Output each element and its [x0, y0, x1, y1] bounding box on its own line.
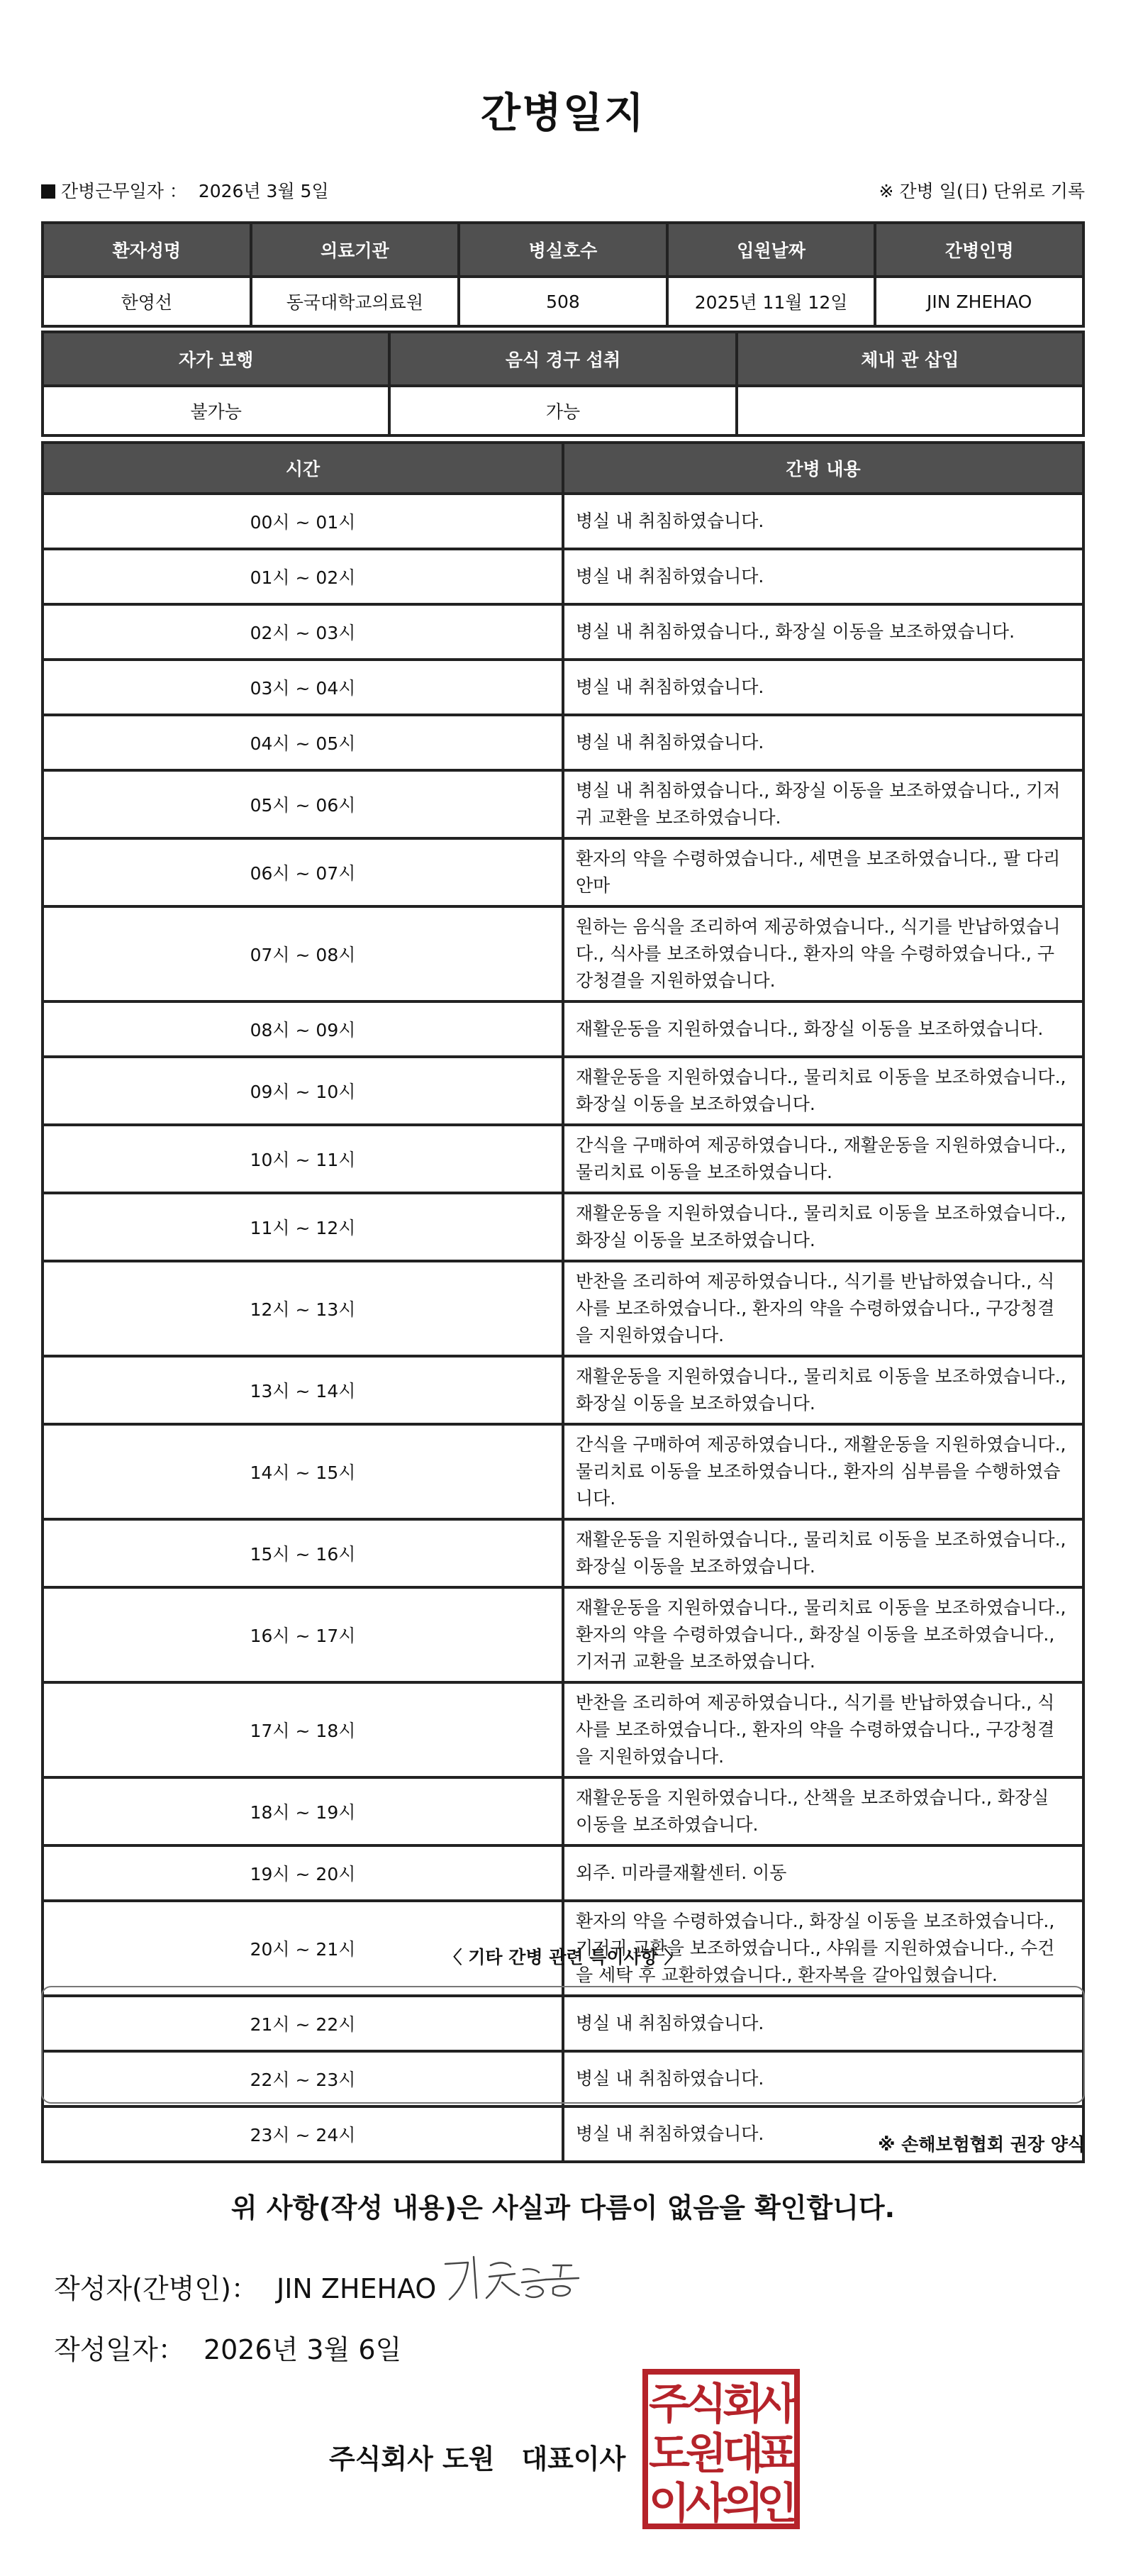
log-content: 병실 내 취침하였습니다., 화장실 이동을 보조하였습니다.: [563, 604, 1083, 660]
log-content: 재활운동을 지원하였습니다., 물리치료 이동을 보조하였습니다., 화장실 이동을 보조하였습니다.: [563, 1193, 1083, 1261]
header-cell: 병실호수: [459, 223, 667, 277]
log-time: 02시 ~ 03시: [43, 604, 563, 660]
log-time: 22시 ~ 23시: [43, 2051, 563, 2106]
admission-date: 2025년 11월 12일: [667, 277, 876, 326]
table-row: [43, 277, 1083, 326]
recommendation-note: ※ 손해보험협회 권장 양식: [878, 2134, 1085, 2155]
log-time: 17시 ~ 18시: [43, 1682, 563, 1777]
table-header-row: [43, 332, 1083, 386]
log-content: 반찬을 조리하여 제공하였습니다., 식기를 반납하였습니다., 식사를 보조하였습니다., 환자의 약을 수령하였습니다., 구강청결을 지원하였습니다.: [563, 1682, 1083, 1777]
header-cell: 음식 경구 섭취: [389, 332, 736, 386]
notes-title: 〈 기타 간병 관련 특이사항 〉: [444, 1947, 682, 1967]
log-content: 환자의 약을 수령하였습니다., 화장실 이동을 보조하였습니다., 기저귀 교환을 보조하였습니다., 샤워를 지원하였습니다., 수건을 세탁 후 교환하였습니다., 환자복을 갈아입혔습니다.: [563, 1901, 1083, 1996]
writer-label: 작성자(간병인)：: [54, 2273, 258, 2304]
table-row: [43, 770, 1083, 838]
log-content: 병실 내 취침하였습니다.: [563, 494, 1083, 549]
square-bullet-icon: [41, 184, 55, 199]
table-header-row: [43, 223, 1083, 277]
work-date-label: 간병근무일자 ：: [61, 181, 187, 201]
log-content: 재활운동을 지원하였습니다., 물리치료 이동을 보조하였습니다., 환자의 약을 수령하였습니다., 화장실 이동을 보조하였습니다., 기저귀 교환을 보조하였습니다.: [563, 1587, 1083, 1682]
log-time: 19시 ~ 20시: [43, 1845, 563, 1901]
log-content: 병실 내 취침하였습니다.: [563, 2106, 1083, 2162]
confirmation-statement: 위 사항(작성 내용)은 사실과 다름이 없음을 확인합니다.: [230, 2192, 896, 2224]
patient-status-table: [41, 331, 1085, 437]
care-log-table: [41, 441, 1085, 2163]
seal-char: 인: [757, 2479, 798, 2528]
tube-status: [737, 386, 1083, 435]
header-cell: 자가 보행: [43, 332, 389, 386]
table-row: [43, 1777, 1083, 1845]
seal-char: 사: [757, 2380, 798, 2429]
log-content: 재활운동을 지원하였습니다., 화장실 이동을 보조하였습니다.: [563, 1001, 1083, 1057]
log-time: 04시 ~ 05시: [43, 715, 563, 770]
table-row: [43, 1424, 1083, 1519]
log-time: 07시 ~ 08시: [43, 906, 563, 1001]
work-date-line: [41, 177, 329, 203]
write-date-line: [54, 2328, 401, 2367]
table-row: [43, 1845, 1083, 1901]
seal-char: 원: [686, 2429, 727, 2479]
table-row: [43, 1193, 1083, 1261]
hospital-name: 동국대학교의료원: [251, 277, 459, 326]
seal-char: 표: [757, 2429, 798, 2479]
table-row: [43, 1001, 1083, 1057]
room-number: 508: [459, 277, 667, 326]
caregiver-name: JIN ZHEHAO: [875, 277, 1083, 326]
writer-name: JIN ZHEHAO: [277, 2273, 437, 2304]
seal-char: 식: [686, 2380, 727, 2429]
log-content: 환자의 약을 수령하였습니다., 세면을 보조하였습니다., 팔 다리안마: [563, 838, 1083, 906]
log-time: 23시 ~ 24시: [43, 2106, 563, 2162]
log-content: 재활운동을 지원하였습니다., 물리치료 이동을 보조하였습니다., 화장실 이동을 보조하였습니다.: [563, 1519, 1083, 1587]
log-time: 05시 ~ 06시: [43, 770, 563, 838]
log-time: 00시 ~ 01시: [43, 494, 563, 549]
log-content: 재활운동을 지원하였습니다., 물리치료 이동을 보조하였습니다., 화장실 이동을 보조하였습니다.: [563, 1356, 1083, 1424]
seal-char: 대: [723, 2429, 764, 2479]
table-row: [43, 1057, 1083, 1125]
log-time: 15시 ~ 16시: [43, 1519, 563, 1587]
table-row: [43, 1587, 1083, 1682]
log-content: 병실 내 취침하였습니다.: [563, 660, 1083, 715]
table-row: [43, 494, 1083, 549]
log-time: 01시 ~ 02시: [43, 549, 563, 604]
log-content: 병실 내 취침하였습니다.: [563, 549, 1083, 604]
log-time: 16시 ~ 17시: [43, 1587, 563, 1682]
log-time: 18시 ~ 19시: [43, 1777, 563, 1845]
header-cell: 체내 관 삽입: [737, 332, 1083, 386]
log-content: 간식을 구매하여 제공하였습니다., 재활운동을 지원하였습니다., 물리치료 이동을 보조하였습니다.: [563, 1125, 1083, 1193]
log-content: 원하는 음식을 조리하여 제공하였습니다., 식기를 반납하였습니다., 식사를 보조하였습니다., 환자의 약을 수령하였습니다., 구강청결을 지원하였습니다.: [563, 906, 1083, 1001]
header-cell: 환자성명: [43, 223, 251, 277]
log-time: 03시 ~ 04시: [43, 660, 563, 715]
log-time: 08시 ~ 09시: [43, 1001, 563, 1057]
log-time: 12시 ~ 13시: [43, 1261, 563, 1356]
log-time: 09시 ~ 10시: [43, 1057, 563, 1125]
table-row: [43, 549, 1083, 604]
log-time: 21시 ~ 22시: [43, 1996, 563, 2051]
table-row: [43, 386, 1083, 435]
write-date-value: 2026년 3월 6일: [203, 2334, 402, 2365]
seal-char: 회: [723, 2380, 764, 2429]
log-content: 재활운동을 지원하였습니다., 산책을 보조하였습니다., 화장실 이동을 보조하였습니다.: [563, 1777, 1083, 1845]
seal-char: 주: [649, 2380, 690, 2429]
table-row: [43, 1519, 1083, 1587]
log-content: 병실 내 취침하였습니다.: [563, 1996, 1083, 2051]
table-row: [43, 604, 1083, 660]
log-time: 11시 ~ 12시: [43, 1193, 563, 1261]
seal-char: 사: [686, 2479, 727, 2528]
walking-status: 불가능: [43, 386, 389, 435]
work-date-value: 2026년 3월 5일: [198, 181, 329, 201]
writer-line: [54, 2267, 436, 2306]
log-content: 반찬을 조리하여 제공하였습니다., 식기를 반납하였습니다., 식사를 보조하였습니다., 환자의 약을 수령하였습니다., 구강청결을 지원하였습니다.: [563, 1261, 1083, 1356]
table-row: [43, 715, 1083, 770]
page-title: 간병일지: [480, 89, 646, 137]
log-time: 14시 ~ 15시: [43, 1424, 563, 1519]
header-time: 시간: [43, 443, 563, 494]
log-content: 병실 내 취침하였습니다., 화장실 이동을 보조하였습니다., 기저귀 교환을 보조하였습니다.: [563, 770, 1083, 838]
log-time: 10시 ~ 11시: [43, 1125, 563, 1193]
header-cell: 간병인명: [875, 223, 1083, 277]
company-seal-stamp: [641, 2367, 801, 2531]
log-content: 병실 내 취침하였습니다.: [563, 2051, 1083, 2106]
log-content: 재활운동을 지원하였습니다., 물리치료 이동을 보조하였습니다., 화장실 이동을 보조하였습니다.: [563, 1057, 1083, 1125]
handwritten-signature: [440, 2248, 589, 2312]
table-header-row: [43, 443, 1083, 494]
log-content: 병실 내 취침하였습니다.: [563, 715, 1083, 770]
table-row: [43, 1356, 1083, 1424]
oral-intake-status: 가능: [389, 386, 736, 435]
unit-note: ※ 간병 일(日) 단위로 기록: [879, 181, 1085, 201]
seal-char: 도: [649, 2429, 690, 2479]
care-log-body: [43, 494, 1083, 2162]
log-time: 13시 ~ 14시: [43, 1356, 563, 1424]
seal-char: 이: [649, 2479, 690, 2528]
header-cell: 입원날짜: [667, 223, 876, 277]
header-cell: 의료기관: [251, 223, 459, 277]
table-row: [43, 1261, 1083, 1356]
write-date-label: 작성일자：: [54, 2334, 185, 2365]
log-time: 06시 ~ 07시: [43, 838, 563, 906]
notes-box: [41, 1986, 1085, 2104]
table-row: [43, 660, 1083, 715]
log-time: 20시 ~ 21시: [43, 1901, 563, 1996]
header-content: 간병 내용: [563, 443, 1083, 494]
table-row: [43, 1125, 1083, 1193]
table-row: [43, 1682, 1083, 1777]
log-content: 간식을 구매하여 제공하였습니다., 재활운동을 지원하였습니다., 물리치료 이동을 보조하였습니다., 환자의 심부름을 수행하였습니다.: [563, 1424, 1083, 1519]
patient-info-table: [41, 221, 1085, 328]
table-row: [43, 906, 1083, 1001]
table-row: [43, 838, 1083, 906]
seal-char: 의: [723, 2479, 764, 2528]
company-signoff: 주식회사 도원 대표이사: [329, 2443, 626, 2475]
notes-content: [43, 1987, 1083, 2010]
patient-name: 한영선: [43, 277, 251, 326]
log-content: 외주. 미라클재활센터. 이동: [563, 1845, 1083, 1901]
